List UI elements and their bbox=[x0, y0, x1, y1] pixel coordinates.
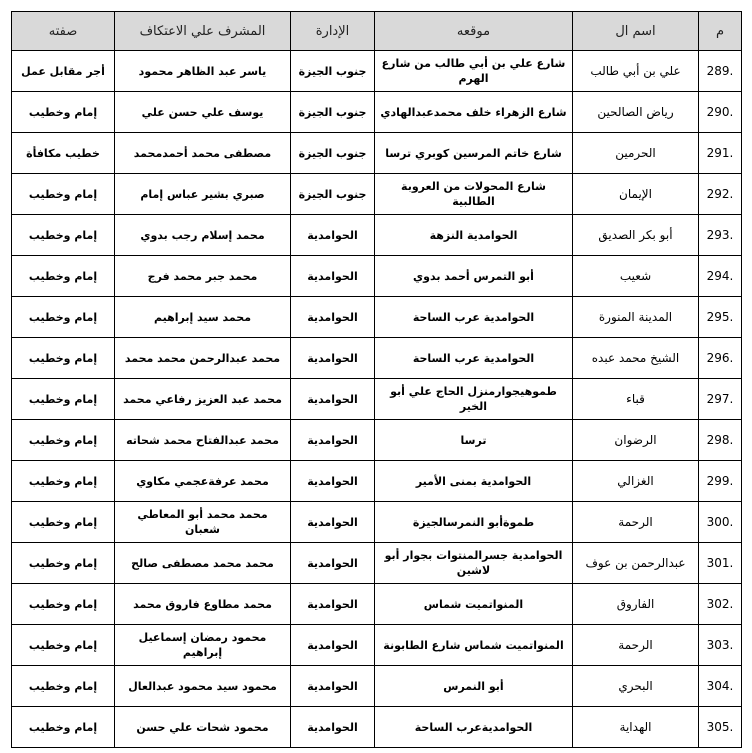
cell-supervisor: محمد محمد مصطفى صالح bbox=[115, 543, 291, 584]
cell-name: الإيمان bbox=[573, 174, 699, 215]
cell-name: الهداية bbox=[573, 707, 699, 748]
cell-administration: الحوامدية bbox=[291, 625, 375, 666]
cell-supervisor: ياسر عبد الظاهر محمود bbox=[115, 51, 291, 92]
cell-role: إمام وخطيب bbox=[12, 461, 115, 502]
header-supervisor: المشرف علي الاعتكاف bbox=[115, 12, 291, 51]
cell-name: الحرمين bbox=[573, 133, 699, 174]
cell-num: 289. bbox=[699, 51, 742, 92]
cell-location: الحوامدية عرب الساحة bbox=[375, 338, 573, 379]
cell-num: 293. bbox=[699, 215, 742, 256]
cell-administration: الحوامدية bbox=[291, 707, 375, 748]
cell-supervisor: محمد عرفةعجمي مكاوي bbox=[115, 461, 291, 502]
cell-location: أبو التمرس أحمد بدوي bbox=[375, 256, 573, 297]
cell-supervisor: محمود رمضان إسماعيل إبراهيم bbox=[115, 625, 291, 666]
cell-administration: جنوب الجيزة bbox=[291, 51, 375, 92]
cell-location: الحوامدية عرب الساحة bbox=[375, 297, 573, 338]
cell-role: إمام وخطيب bbox=[12, 297, 115, 338]
table-row bbox=[12, 215, 742, 256]
cell-name: قباء bbox=[573, 379, 699, 420]
table-row bbox=[12, 297, 742, 338]
table-row bbox=[12, 707, 742, 748]
cell-location: المنواتميت شماس شارع الطابونة bbox=[375, 625, 573, 666]
table-row bbox=[12, 256, 742, 297]
cell-administration: الحوامدية bbox=[291, 666, 375, 707]
table-row bbox=[12, 461, 742, 502]
table-row bbox=[12, 584, 742, 625]
cell-num: 302. bbox=[699, 584, 742, 625]
cell-supervisor: محمد محمد أبو المعاطي شعبان bbox=[115, 502, 291, 543]
cell-num: 290. bbox=[699, 92, 742, 133]
cell-administration: جنوب الجيزة bbox=[291, 133, 375, 174]
cell-administration: جنوب الجيزة bbox=[291, 92, 375, 133]
cell-location: شارع الزهراء خلف محمدعبدالهادي bbox=[375, 92, 573, 133]
table-row bbox=[12, 338, 742, 379]
cell-role: إمام وخطيب bbox=[12, 174, 115, 215]
cell-name: البحري bbox=[573, 666, 699, 707]
cell-supervisor: محمد مطاوع فاروق محمد bbox=[115, 584, 291, 625]
cell-location: أبو النمرس bbox=[375, 666, 573, 707]
cell-num: 298. bbox=[699, 420, 742, 461]
cell-supervisor: صبري بشير عباس إمام bbox=[115, 174, 291, 215]
cell-num: 292. bbox=[699, 174, 742, 215]
cell-role: إمام وخطيب bbox=[12, 420, 115, 461]
header-role: صفته bbox=[12, 12, 115, 51]
cell-administration: الحوامدية bbox=[291, 502, 375, 543]
table-header bbox=[12, 12, 742, 51]
cell-num: 305. bbox=[699, 707, 742, 748]
header-name: اسم ال bbox=[573, 12, 699, 51]
cell-administration: الحوامدية bbox=[291, 215, 375, 256]
table-row bbox=[12, 420, 742, 461]
header-administration: الإدارة bbox=[291, 12, 375, 51]
cell-name: أبو بكر الصديق bbox=[573, 215, 699, 256]
cell-location: طموهيجوارمنزل الحاج علي أبو الخير bbox=[375, 379, 573, 420]
cell-supervisor: محمد عبد العزيز رفاعي محمد bbox=[115, 379, 291, 420]
cell-supervisor: محمود سيد محمود عبدالعال bbox=[115, 666, 291, 707]
cell-num: 297. bbox=[699, 379, 742, 420]
table-row bbox=[12, 133, 742, 174]
cell-name: عبدالرحمن بن عوف bbox=[573, 543, 699, 584]
mosques-table bbox=[11, 11, 742, 748]
cell-location: شارع علي بن أبي طالب من شارع الهرم bbox=[375, 51, 573, 92]
cell-role: إمام وخطيب bbox=[12, 543, 115, 584]
table-body bbox=[12, 51, 742, 748]
cell-location: الحوامدية بمنى الأمير bbox=[375, 461, 573, 502]
cell-role: خطيب مكافأة bbox=[12, 133, 115, 174]
cell-administration: جنوب الجيزة bbox=[291, 174, 375, 215]
cell-role: إمام وخطيب bbox=[12, 625, 115, 666]
cell-administration: الحوامدية bbox=[291, 338, 375, 379]
cell-role: إمام وخطيب bbox=[12, 92, 115, 133]
cell-role: إمام وخطيب bbox=[12, 502, 115, 543]
cell-name: شعيب bbox=[573, 256, 699, 297]
table-row bbox=[12, 502, 742, 543]
cell-supervisor: محمد سيد إبراهيم bbox=[115, 297, 291, 338]
cell-num: 295. bbox=[699, 297, 742, 338]
table-row bbox=[12, 666, 742, 707]
cell-num: 303. bbox=[699, 625, 742, 666]
cell-num: 291. bbox=[699, 133, 742, 174]
cell-administration: الحوامدية bbox=[291, 461, 375, 502]
cell-location: المنواتميت شماس bbox=[375, 584, 573, 625]
cell-location: شارع المحولات من العروبة الطالبية bbox=[375, 174, 573, 215]
cell-supervisor: يوسف علي حسن علي bbox=[115, 92, 291, 133]
cell-administration: الحوامدية bbox=[291, 297, 375, 338]
table-row bbox=[12, 543, 742, 584]
cell-supervisor: محمد عبدالفتاح محمد شحاته bbox=[115, 420, 291, 461]
cell-role: إمام وخطيب bbox=[12, 338, 115, 379]
cell-role: إمام وخطيب bbox=[12, 256, 115, 297]
cell-administration: الحوامدية bbox=[291, 584, 375, 625]
cell-name: رياض الصالحين bbox=[573, 92, 699, 133]
cell-location: الحوامدية جسرالمنتوات بجوار أبو لاشين bbox=[375, 543, 573, 584]
cell-supervisor: محمود شحات علي حسن bbox=[115, 707, 291, 748]
cell-name: الغزالي bbox=[573, 461, 699, 502]
header-row bbox=[12, 12, 742, 51]
cell-name: المدينة المنورة bbox=[573, 297, 699, 338]
cell-administration: الحوامدية bbox=[291, 256, 375, 297]
cell-administration: الحوامدية bbox=[291, 379, 375, 420]
cell-supervisor: محمد جبر محمد فرج bbox=[115, 256, 291, 297]
cell-num: 294. bbox=[699, 256, 742, 297]
cell-num: 300. bbox=[699, 502, 742, 543]
table-row bbox=[12, 625, 742, 666]
cell-role: إمام وخطيب bbox=[12, 707, 115, 748]
cell-role: إمام وخطيب bbox=[12, 584, 115, 625]
table-row bbox=[12, 51, 742, 92]
table-row bbox=[12, 92, 742, 133]
cell-administration: الحوامدية bbox=[291, 543, 375, 584]
cell-name: الرحمة bbox=[573, 625, 699, 666]
cell-location: شارع خاتم المرسين كوبري ترسا bbox=[375, 133, 573, 174]
cell-name: الرضوان bbox=[573, 420, 699, 461]
cell-role: أجر مقابل عمل bbox=[12, 51, 115, 92]
cell-role: إمام وخطيب bbox=[12, 666, 115, 707]
cell-location: الحوامديةعرب الساحة bbox=[375, 707, 573, 748]
header-location: موقعه bbox=[375, 12, 573, 51]
table-row bbox=[12, 174, 742, 215]
cell-supervisor: محمد عبدالرحمن محمد محمد bbox=[115, 338, 291, 379]
table-row bbox=[12, 379, 742, 420]
cell-name: الشيخ محمد عبده bbox=[573, 338, 699, 379]
cell-num: 304. bbox=[699, 666, 742, 707]
cell-name: الفاروق bbox=[573, 584, 699, 625]
cell-name: الرحمة bbox=[573, 502, 699, 543]
cell-location: الحوامدية النزهة bbox=[375, 215, 573, 256]
header-num: م bbox=[699, 12, 742, 51]
cell-supervisor: مصطفى محمد أحمدمحمد bbox=[115, 133, 291, 174]
cell-administration: الحوامدية bbox=[291, 420, 375, 461]
cell-num: 296. bbox=[699, 338, 742, 379]
cell-location: ترسا bbox=[375, 420, 573, 461]
cell-location: طموةأبو النمرسالجيزة bbox=[375, 502, 573, 543]
cell-role: إمام وخطيب bbox=[12, 215, 115, 256]
cell-num: 301. bbox=[699, 543, 742, 584]
cell-supervisor: محمد إسلام رجب بدوي bbox=[115, 215, 291, 256]
cell-role: إمام وخطيب bbox=[12, 379, 115, 420]
cell-name: علي بن أبي طالب bbox=[573, 51, 699, 92]
cell-num: 299. bbox=[699, 461, 742, 502]
